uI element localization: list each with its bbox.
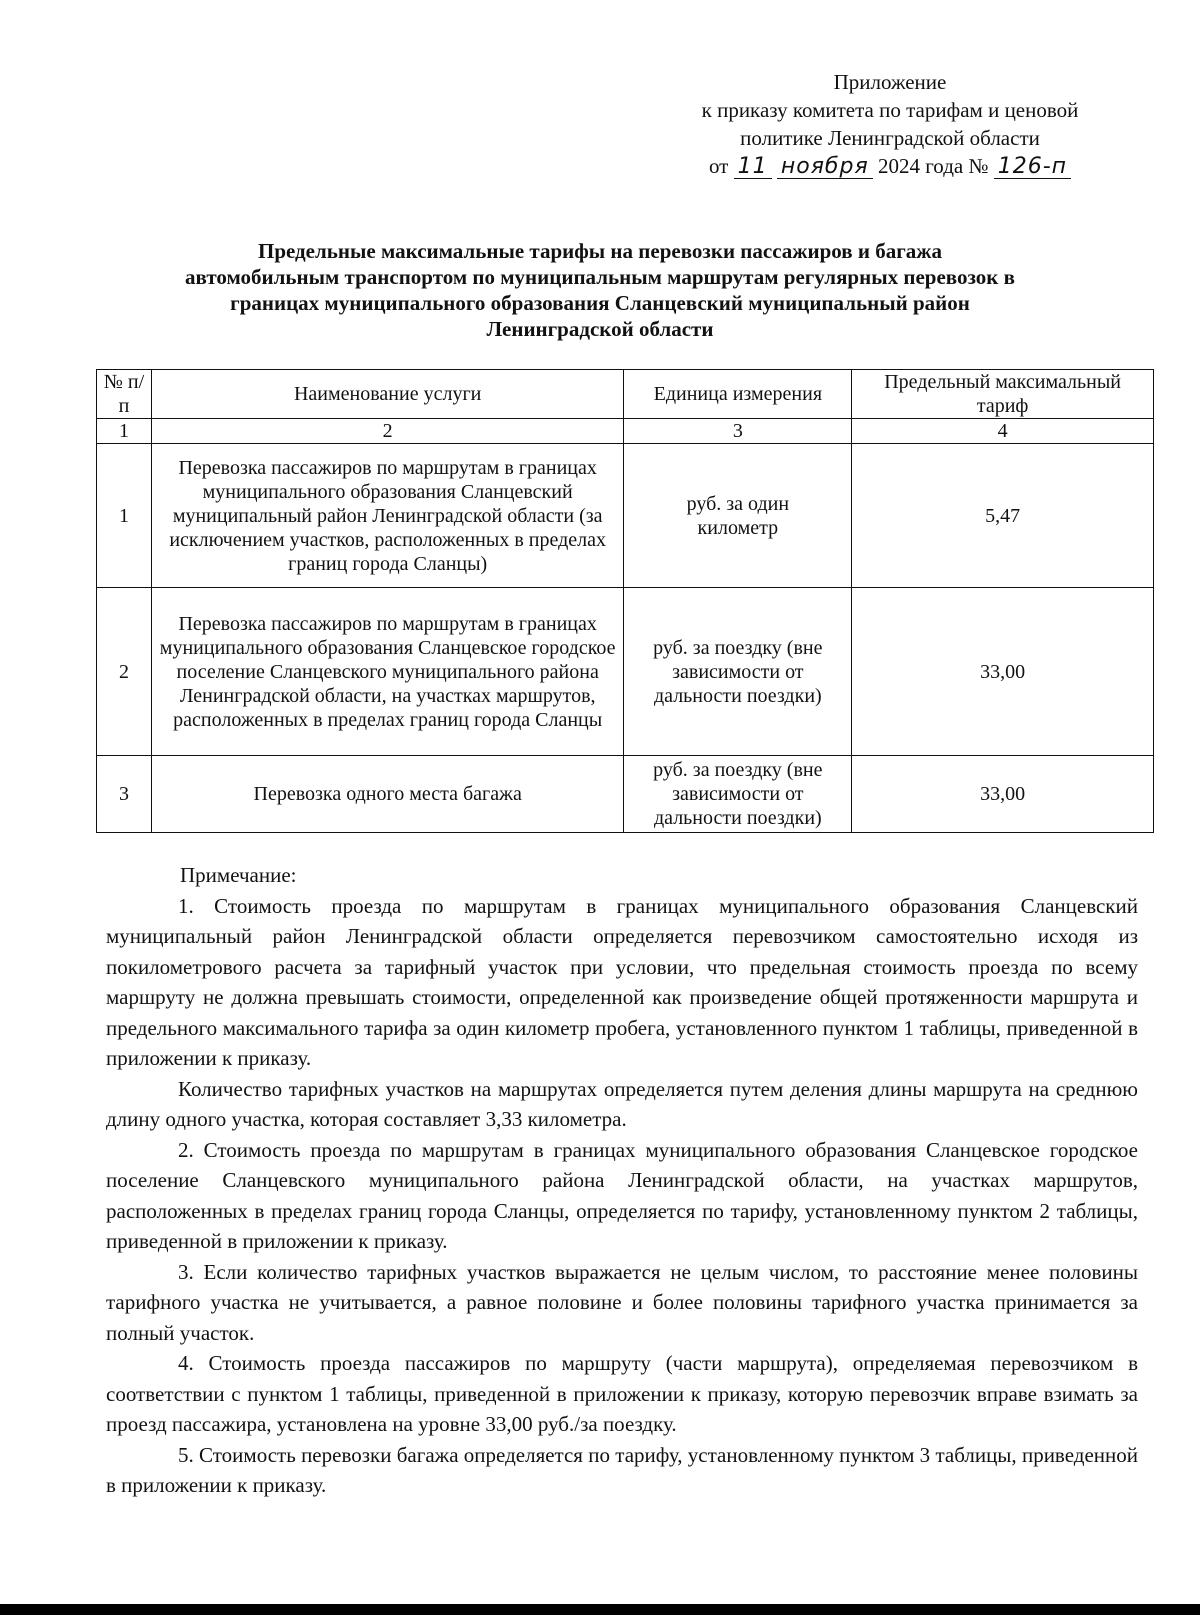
- header-service-name: Наименование услуги: [151, 370, 623, 419]
- title-line-1: Предельные максимальные тарифы на перевозки пассажиров и багажа: [258, 239, 942, 263]
- notes-section: [106, 860, 1138, 1501]
- row-service: Перевозка пассажиров по маршрутам в границах муниципального образования Сланцевский муниципальный район Ленинградской области (за исключением участков, расположенных в пределах границ города Сланцы): [151, 444, 623, 588]
- appendix-label: Приложение: [833, 70, 947, 94]
- order-day-handwritten: 11: [734, 156, 772, 179]
- row-number: 1: [97, 444, 152, 588]
- table-index-row: [97, 419, 1154, 444]
- table-header-row: [97, 370, 1154, 419]
- document-title: [100, 238, 1100, 342]
- appendix-order-ref: к приказу комитета по тарифам и ценовой: [701, 98, 1079, 122]
- row-number: 3: [97, 756, 152, 833]
- index-cell: 3: [624, 419, 852, 444]
- row-unit: руб. за один километр: [624, 444, 852, 588]
- header-number: № п/п: [97, 370, 152, 419]
- scan-edge-bar: [0, 1604, 1200, 1615]
- appendix-header: [650, 68, 1130, 180]
- row-unit: руб. за поездку (вне зависимости от дальности поездки): [624, 588, 852, 756]
- index-cell: 4: [852, 419, 1154, 444]
- note-paragraph: 4. Стоимость проезда пассажиров по маршруту (части маршрута), определяемая перевозчиком в соответствии с пунктом 1 таблицы, приведенной в приложении к приказу, которую перевозчик вправе взимать за проезд пассажира, установлена на уровне 33,00 руб./за поездку.: [106, 1351, 1138, 1436]
- row-unit: руб. за поездку (вне зависимости от дальности поездки): [624, 756, 852, 833]
- order-prefix: от: [708, 154, 729, 178]
- title-line-4: Ленинградской области: [486, 317, 714, 341]
- order-month-handwritten: ноября: [777, 156, 873, 179]
- note-paragraph: 3. Если количество тарифных участков выражается не целым числом, то расстояние менее половины тарифного участка не учитывается, а равное половине и более половины тарифного участка принимается за полный участок.: [106, 1259, 1138, 1345]
- order-year-text: 2024 года №: [877, 154, 989, 178]
- appendix-order-ref-cont: политике Ленинградской области: [740, 126, 1040, 150]
- row-tariff: 33,00: [852, 756, 1154, 833]
- title-line-2: автомобильным транспортом по муниципальным маршрутам регулярных перевозок в: [185, 265, 1015, 289]
- table-row: [97, 756, 1154, 833]
- note-paragraph: 1. Стоимость проезда по маршрутам в границах муниципального образования Сланцевский муниципальный район Ленинградской области определяется перевозчиком самостоятельно исходя из покилометрового расчета за тарифный участок при условии, что предельная стоимость проезда по всему маршруту не должна превышать стоимости, определенной как произведение общей протяженности маршрута и предельного максимального тарифа за один километр пробега, установленного пунктом 1 таблицы, приведенной в приложении к приказу.: [106, 893, 1138, 1070]
- order-number-handwritten: 126-п: [994, 156, 1071, 179]
- note-paragraph: 5. Стоимость перевозки багажа определяется по тарифу, установленному пунктом 3 таблицы, приведенной в приложении к приказу.: [106, 1442, 1138, 1497]
- notes-heading: Примечание:: [180, 863, 297, 887]
- row-tariff: 5,47: [852, 444, 1154, 588]
- title-line-3: границах муниципального образования Сланцевский муниципальный район: [230, 291, 970, 315]
- table-row: [97, 588, 1154, 756]
- index-cell: 1: [97, 419, 152, 444]
- row-service: Перевозка одного места багажа: [151, 756, 623, 833]
- order-date-line: [650, 152, 1130, 180]
- row-tariff: 33,00: [852, 588, 1154, 756]
- row-service: Перевозка пассажиров по маршрутам в границах муниципального образования Сланцевское городское поселение Сланцевского муниципального района Ленинградской области, на участках маршрутов, расположенных в пределах границ города Сланцы: [151, 588, 623, 756]
- tariff-table: [96, 369, 1154, 833]
- header-unit: Единица измерения: [624, 370, 852, 419]
- note-paragraph: Количество тарифных участков на маршрутах определяется путем деления длины маршрута на среднюю длину одного участка, которая составляет 3,33 километра.: [106, 1076, 1138, 1131]
- row-number: 2: [97, 588, 152, 756]
- index-cell: 2: [151, 419, 623, 444]
- table-row: [97, 444, 1154, 588]
- header-max-tariff: Предельный максимальный тариф: [852, 370, 1154, 419]
- note-paragraph: 2. Стоимость проезда по маршрутам в границах муниципального образования Сланцевское городское поселение Сланцевского муниципального района Ленинградской области, на участках маршрутов, расположенных в пределах границ города Сланцы, определяется по тарифу, установленному пунктом 2 таблицы, приведенной в приложении к приказу.: [106, 1137, 1138, 1253]
